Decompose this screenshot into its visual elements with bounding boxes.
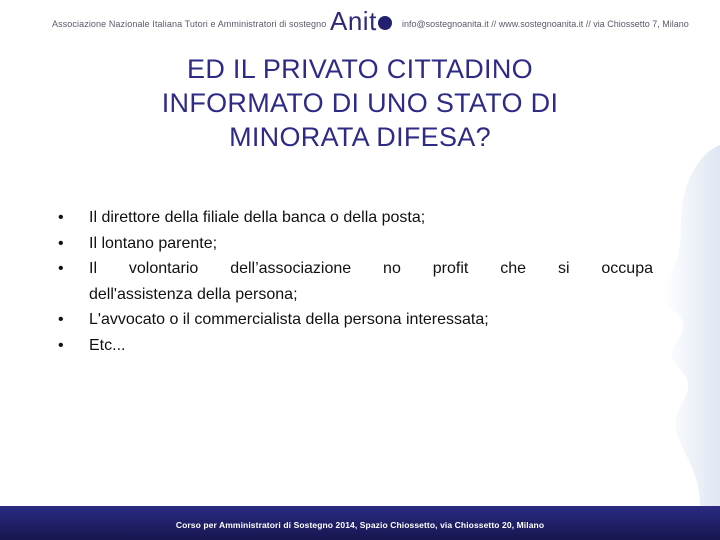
association-name: Associazione Nazionale Italiana Tutori e Amministratori di sostegno [52,19,327,29]
title-line-1: ED IL PRIVATO CITTADINO [187,54,533,84]
list-item [58,231,653,257]
logo-dot-icon [378,16,392,30]
list-item-text: Il direttore della filiale della banca o della posta; [89,209,426,226]
list-item [58,307,653,333]
list-item-text: L'avvocato o il commercialista della persona interessata; [89,311,489,328]
bullet-icon: • [58,311,64,328]
bullet-icon: • [58,209,64,226]
title-line-2: INFORMATO DI UNO STATO DI [161,88,559,118]
bullet-icon: • [58,234,64,252]
list-item [58,205,653,231]
list-item-text: Etc... [89,336,126,354]
list-item-continuation: dell'assistenza della persona; [89,285,298,303]
header-bar [0,0,720,50]
contact-info: info@sostegnoanita.it // www.sostegnoanita.it // via Chiossetto 7, Milano [402,19,689,29]
anita-logo [330,6,392,37]
list-item [58,333,653,359]
footer-text: Corso per Amministratori di Sostegno 2014, Spazio Chiossetto, via Chiossetto 20, Milano [175,520,545,530]
list-item [58,256,653,307]
bullet-icon: • [58,260,64,277]
footer-bar [0,506,720,540]
list-item-text: Il lontano parente; [89,234,218,252]
title-line-3: MINORATA DIFESA? [229,122,491,152]
list-item-text: Il volontario dell’associazione no profit che si occupa [89,260,653,277]
slide-title [80,52,640,154]
logo-text: Anit [330,6,377,36]
bullet-icon: • [58,336,64,354]
bullet-list [58,205,653,358]
